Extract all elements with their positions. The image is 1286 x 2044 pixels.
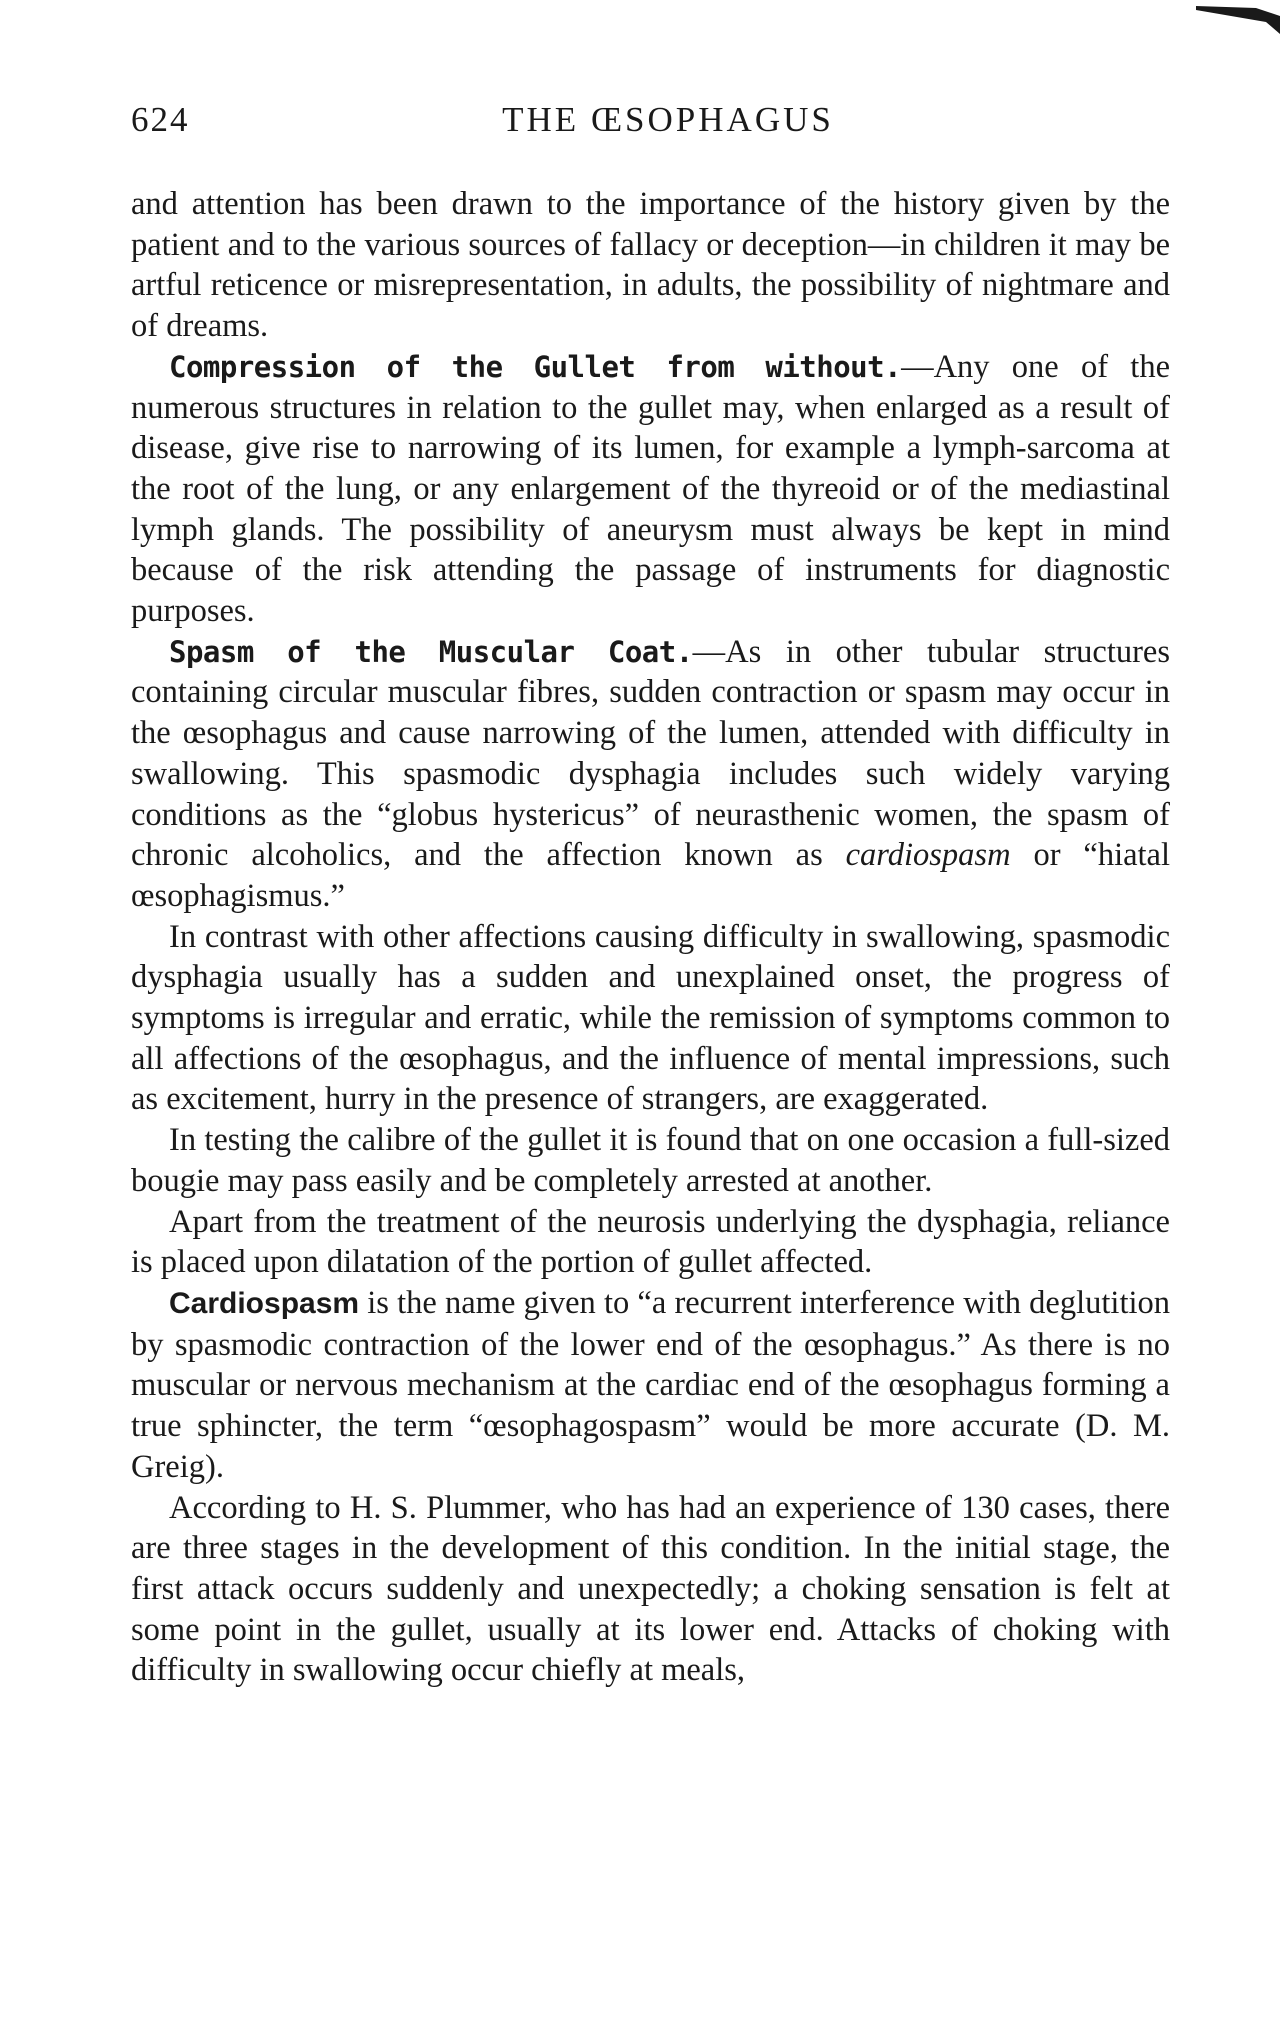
paragraph-history — [131, 184, 1170, 347]
paragraph-text: is the name given to “a recurrent interference with deglutition by spasmodic contraction of the lower end of the œsophagus.” As there is no muscular or nervous mechanism at the cardiac end of the œsophagus forming a true sphincter, the term “œsophagospasm” would be more accurate (D. M. Greig). — [131, 1284, 1171, 1485]
body-text — [131, 184, 1170, 1691]
section-heading-spasm: Spasm of the Muscular Coat. — [169, 634, 693, 669]
paragraph-text: —As in other tubular structures containing circular muscular fibres, sudden contraction or spasm may occur in the œsophagus and cause narrowing of the lumen, attended with difficulty in swallowing. This spasmodic dysphagia includes such widely varying conditions as the “globus hystericus” of neurasthenic women, the spasm of chronic alcoholics, and the affection known as — [131, 633, 1170, 874]
paragraph-spasm — [131, 632, 1170, 917]
paragraph-contrast — [131, 917, 1170, 1121]
italic-term: cardiospasm — [845, 837, 1011, 874]
paragraph-cardiospasm — [131, 1283, 1170, 1488]
paragraph-plummer — [131, 1488, 1170, 1692]
paragraph-text: Apart from the treatment of the neurosis underlying the dysphagia, reliance is placed upon dilatation of the portion of gullet affected. — [131, 1203, 1170, 1281]
paragraph-text: In contrast with other affections causing difficulty in swallowing, spasmodic dysphagia usually has a sudden and unexplained onset, the progress of symptoms is irregular and erratic, while the remission of symptoms common to all affections of the œsophagus, and the influence of mental impressions, such as excitement, hurry in the presence of strangers, are exaggerated. — [131, 918, 1170, 1118]
paragraph-treatment — [131, 1202, 1170, 1283]
paragraph-text: —Any one of the numerous structures in relation to the gullet may, when enlarged as a result of disease, give rise to narrowing of its lumen, for example a lymph-sarcoma at the root of the lung, or any enlargement of the thyreoid or of the mediastinal lymph glands. The possibility of aneurysm must always be kept in mind because of the risk attending the passage of instruments for diagnostic purposes. — [131, 348, 1170, 630]
paragraph-text: or “hiatal œsophagismus.” — [131, 837, 1171, 914]
paragraph-text: and attention has been drawn to the importance of the history given by the patient and to the various sources of fallacy or deception—in children it may be artful reticence or misrepresentation, in adults, the possibility of nightmare and of dreams. — [131, 186, 1170, 345]
section-heading-cardiospasm: Cardiospasm — [169, 1286, 360, 1320]
paragraph-compression — [131, 347, 1170, 632]
page-corner-mark — [1196, 0, 1280, 34]
paragraph-text: In testing the calibre of the gullet it is found that on one occasion a full-sized bougie may pass easily and be completely arrested at another. — [131, 1122, 1170, 1199]
paragraph-text: According to H. S. Plummer, who has had an experience of 130 cases, there are three stages in the development of this condition. In the initial stage, the first attack occurs suddenly and unexpectedly; a choking sensation is felt at some point in the gullet, usually at its lower end. Attacks of choking with difficulty in swallowing occur chiefly at meals, — [131, 1489, 1170, 1689]
section-heading-compression: Compression of the Gullet from without. — [169, 349, 902, 384]
running-title: THE ŒSOPHAGUS — [502, 100, 834, 139]
page-number: 624 — [131, 100, 190, 139]
paragraph-calibre — [131, 1120, 1170, 1201]
